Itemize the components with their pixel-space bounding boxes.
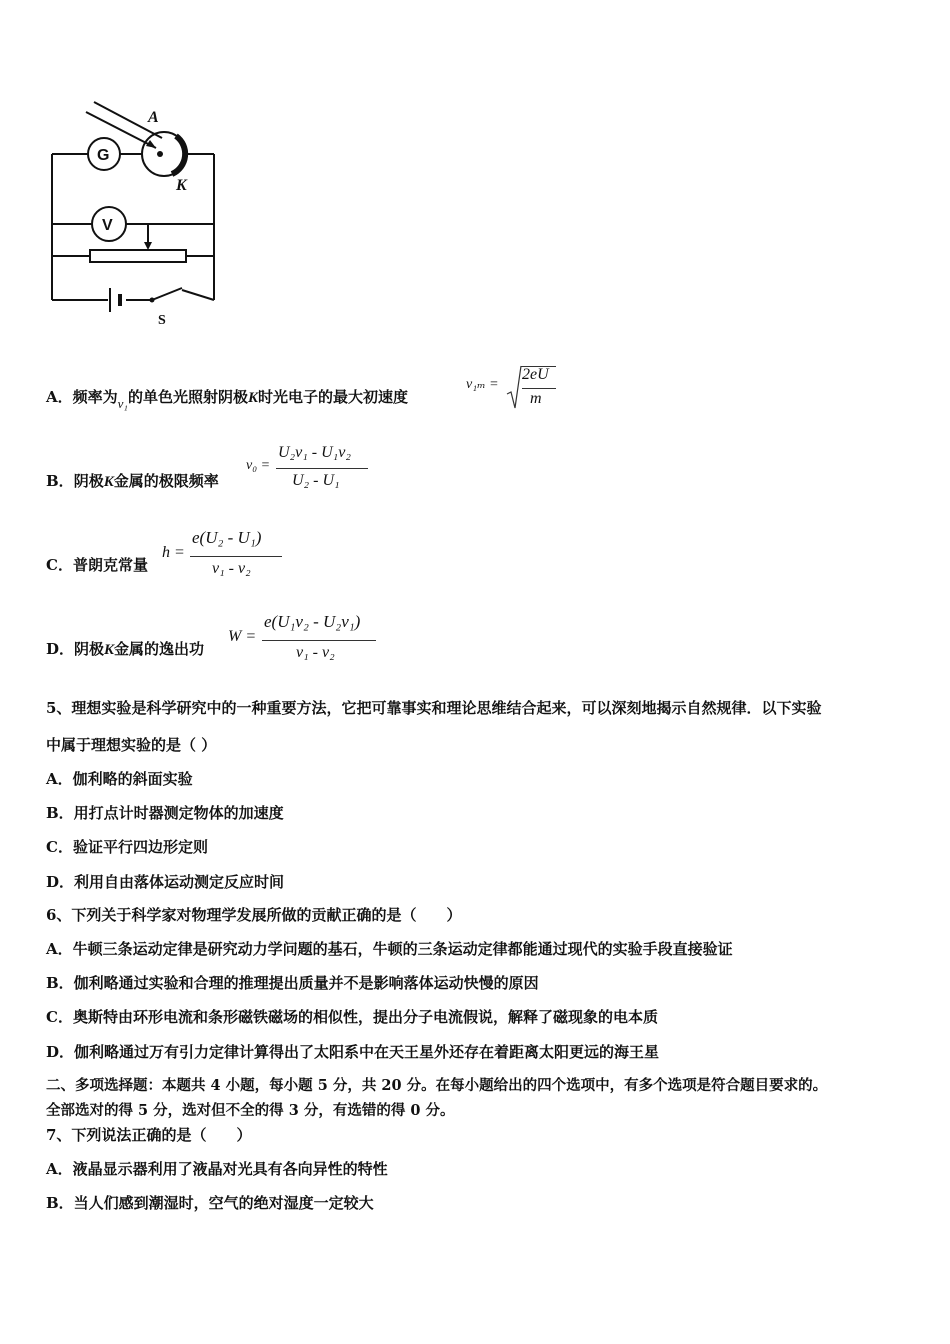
- option-text: 阴极: [74, 640, 105, 658]
- q5-option-b: B．用打点计时器测定物体的加速度: [46, 804, 284, 822]
- q6-option-c: C．奥斯特由环形电流和条形磁铁磁场的相似性，提出分子电流假说，解释了磁现象的电本质: [46, 1008, 658, 1026]
- formula-den: m: [530, 390, 542, 407]
- formula-num: U₂v₁ - U₁v₂: [278, 444, 351, 461]
- k-symbol: K: [104, 642, 115, 658]
- formula-num: e(U₂ - U₁): [192, 528, 262, 547]
- option-text: 阴极: [73, 472, 104, 490]
- section2-line2: 全部选对的得 5 分，选对但不全的得 3 分，有选错的得 0 分。: [46, 1102, 455, 1119]
- q6-option-b: B．伽利略通过实验和合理的推理提出质量并不是影响落体运动快慢的原因: [46, 974, 539, 992]
- q7-option-b: B．当人们感到潮湿时，空气的绝对湿度一定较大: [46, 1194, 374, 1212]
- option-text: 金属的逸出功: [114, 640, 205, 658]
- formula-den: v₁ - v₂: [212, 560, 251, 577]
- formula-num: e(U₁v₂ - U₂v₁): [264, 612, 361, 631]
- formula-lhs: v₁ₘ =: [466, 377, 499, 392]
- formula-c: [162, 528, 292, 582]
- circuit-diagram: [40, 92, 230, 332]
- q6-option-a: A．牛顿三条运动定律是研究动力学问题的基石，牛顿的三条运动定律都能通过现代的实验手段直接验证: [46, 940, 733, 958]
- k-symbol: K: [247, 390, 258, 406]
- q6-option-d: D．伽利略通过万有引力定律计算得出了太阳系中在天王星外还存在着距离太阳更远的海王星: [46, 1043, 660, 1061]
- q7-option-a: A．液晶显示器利用了液晶对光具有各向异性的特性: [46, 1160, 388, 1178]
- formula-d: [228, 612, 388, 668]
- q4-option-d: [46, 638, 204, 659]
- option-label: A．: [46, 388, 73, 406]
- voltmeter-label: V: [102, 217, 113, 234]
- option-label: B．: [46, 472, 74, 490]
- section2-line1: 二、多项选择题：本题共 4 小题，每小题 5 分，共 20 分。在每小题给出的四个选项中，有多个选项是符合题目要求的。: [46, 1077, 828, 1094]
- k-symbol: K: [103, 474, 114, 490]
- formula-den: U₂ - U₁: [292, 472, 340, 489]
- formula-lhs: v₀ =: [246, 458, 271, 473]
- galvanometer-label: G: [97, 147, 110, 164]
- option-label: C．: [46, 556, 73, 574]
- formula-b: [246, 444, 376, 496]
- q4-option-a: [46, 386, 408, 411]
- q5-option-d: D．利用自由落体运动测定反应时间: [46, 873, 285, 891]
- option-text: 金属的极限频率: [113, 472, 219, 490]
- formula-a: [466, 362, 566, 412]
- nu1-symbol: v₁: [117, 396, 128, 411]
- formula-lhs: h =: [162, 544, 185, 561]
- q4-option-c: [46, 554, 148, 575]
- option-label: D．: [46, 640, 75, 658]
- q7-stem: 7、下列说法正确的是（ ）: [46, 1126, 252, 1144]
- formula-den: v₁ - v₂: [296, 644, 335, 661]
- anode-label: A: [148, 109, 159, 126]
- q4-option-b: [46, 470, 219, 491]
- option-text: 频率为: [72, 388, 118, 406]
- option-text: 时光电子的最大初速度: [257, 388, 408, 406]
- option-text: 的单色光照射阴极: [127, 388, 248, 406]
- cathode-label: K: [176, 177, 187, 194]
- formula-lhs: W =: [228, 628, 257, 645]
- switch-label: S: [158, 313, 166, 328]
- q5-stem-line1: 5、理想实验是科学研究中的一种重要方法，它把可靠事实和理论思维结合起来，可以深刻地揭示自然规律．以下实验: [46, 699, 822, 717]
- q5-option-a: A．伽利略的斜面实验: [46, 770, 193, 788]
- q5-stem-line2: 中属于理想实验的是（ ）: [46, 736, 217, 754]
- formula-num: 2eU: [522, 366, 549, 383]
- q5-option-c: C．验证平行四边形定则: [46, 838, 208, 856]
- q6-stem: 6、下列关于科学家对物理学发展所做的贡献正确的是（ ）: [46, 906, 462, 924]
- option-text: 普朗克常量: [72, 556, 148, 574]
